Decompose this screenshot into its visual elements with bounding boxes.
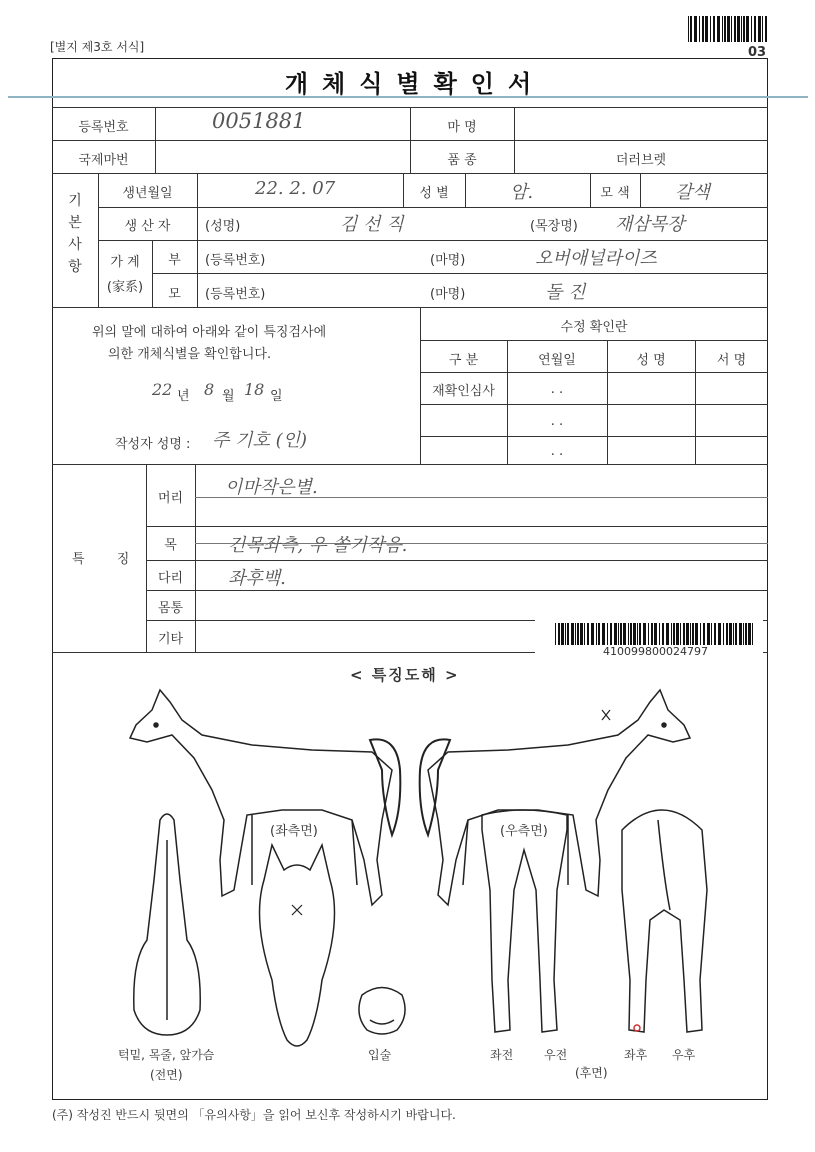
date-year-label: 년 [177,389,190,404]
horse-lips-view [359,988,405,1035]
date-day: 18 [244,380,265,399]
features-label: 특 징 [72,552,144,567]
feature-etc-label: 기타 [157,632,184,647]
breed-label: 품 종 [447,153,477,168]
horse-front-legs-view [482,810,567,1032]
producer-name-label: (성명) [205,219,241,234]
rev-header-name: 성 명 [636,353,666,368]
rear-view-label: (후면) [575,1066,608,1080]
horse-rear-view [622,810,707,1032]
barcode-sticker [535,620,763,662]
sire-name-value: 오버애널라이즈 [535,248,657,269]
feature-legs-label: 다리 [157,571,184,586]
rev-row-1-date: . . [550,382,564,397]
rear-left-leg-caption: 좌후 [624,1048,648,1062]
color-label: 모 색 [600,186,630,201]
pedigree-label: 가 계 [110,255,140,270]
horse-right-side [420,690,690,905]
sire-reg-label: (등록번호) [205,253,266,268]
feature-neck-label: 목 [164,538,177,553]
scan-line [8,96,808,98]
date-month: 8 [204,380,215,399]
breed-value: 더러브렛 [615,153,667,168]
color-value: 갈색 [675,182,710,203]
front-right-leg-caption: 우전 [544,1048,568,1062]
front-left-leg-caption: 좌전 [490,1048,514,1062]
horse-head-front-view [260,845,335,1046]
statement-line-1: 위의 말에 대하여 아래와 같이 특징검사에 [92,325,327,340]
form-label: [별지 제3호 서식] [50,40,145,54]
feature-neck-value: 긴목좌측, 우 쏠기작음. [228,535,408,556]
barcode-number: 410099800024797 [603,645,708,658]
sire-name-label: (마명) [430,253,466,268]
revision-title: 수정 확인란 [560,320,628,335]
diagram-title: < 특징도해 > [350,666,460,684]
ranch-value: 재삼목장 [615,214,685,235]
horse-name-label: 마 명 [447,120,477,135]
rev-row-3-date: . . [550,444,564,459]
dam-label: 모 [168,287,181,302]
writer-label: 작성자 성명 : [115,437,191,452]
rev-header-category: 구 분 [448,353,479,368]
top-barcode [688,16,768,42]
feature-head-label: 머리 [157,491,184,506]
dam-reg-label: (등록번호) [205,287,266,302]
intl-no-label: 국제마번 [78,153,129,168]
feature-head-value: 이마작은별. [225,477,318,498]
sex-label: 성 별 [419,186,449,201]
rev-row-2-date: . . [550,414,564,429]
sex-value: 암. [510,182,534,203]
front-view-label: (전면) [150,1068,183,1082]
birth-value: 22. 2. 07 [255,178,336,199]
pedigree-label-hanja: (家系) [106,280,144,295]
date-day-label: 일 [270,389,283,404]
dam-name-label: (마명) [430,287,466,302]
rev-row-1-category: 재확인심사 [432,384,495,399]
feature-body-label: 몸통 [157,601,184,616]
rev-header-sign: 서 명 [716,353,747,368]
ranch-label: (목장명) [530,219,578,234]
horse-diagram [52,680,768,1090]
sire-label: 부 [168,253,181,268]
front-caption: 턱밑, 목줄, 앞가슴 [118,1048,215,1062]
reg-no-label: 등록번호 [78,120,129,135]
feature-legs-value: 좌후백. [228,568,286,589]
dam-name-value: 돌 진 [545,282,586,303]
rear-right-leg-caption: 우후 [672,1048,696,1062]
footer-note: (주) 작성진 반드시 뒷면의 「유의사항」을 읽어 보신후 작성하시기 바랍니다. [52,1108,456,1122]
horse-front-chest-view [134,814,200,1035]
date-month-label: 월 [222,389,235,404]
sticker-barcode [555,623,755,645]
right-side-label: (우측면) [500,824,548,839]
page-title: 개체식별확인서 [284,70,546,98]
page-number: 03 [748,45,767,60]
rev-header-date: 연월일 [538,353,576,368]
lips-caption: 입술 [368,1048,392,1062]
producer-name-value: 김 선 직 [340,214,404,235]
statement-line-2: 의한 개체식별을 확인합니다. [108,347,272,362]
birth-label: 생년월일 [122,186,173,201]
producer-label: 생 산 자 [124,219,171,234]
basic-section-label: 기 본 사 항 [68,193,82,275]
writer-value: 주 기호 (인) [212,430,308,451]
reg-no-value: 0051881 [212,109,306,133]
left-side-label: (좌측면) [270,824,318,839]
date-year: 22 [152,380,173,399]
